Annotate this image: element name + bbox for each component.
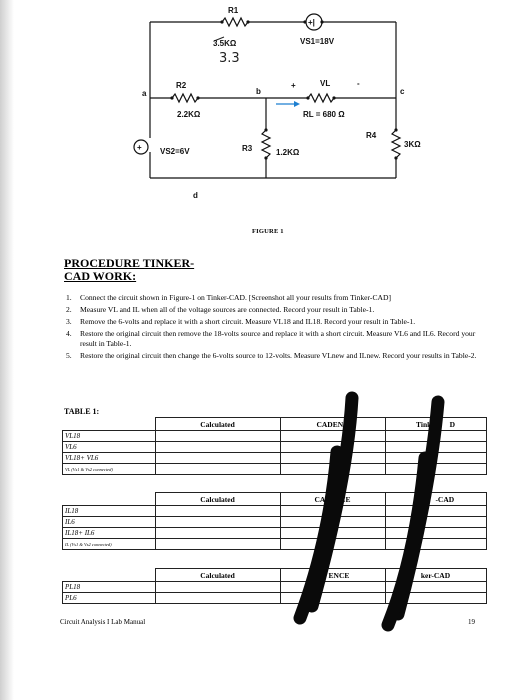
header-part: -CAD <box>435 494 455 504</box>
header-part: CAD <box>314 494 331 504</box>
step-number: 1. <box>66 293 72 302</box>
vs1-label: VS1=18V <box>300 37 335 46</box>
vs2-label: VS2=6V <box>160 147 190 156</box>
step-text: Remove the 6-volts and replace it with a short circuit. Measure VL18 and IL18. Record your result in Table-1. <box>80 317 416 326</box>
row-label: PL6 <box>63 593 156 604</box>
heading-line-2: CAD WORK: <box>64 269 137 283</box>
vs1-symbol: +| <box>308 18 315 27</box>
node-d-label: d <box>193 191 198 200</box>
r1-handwritten-value: 3.3 <box>219 51 240 66</box>
step-number: 2. <box>66 305 72 314</box>
header-part: Tinker- <box>416 419 441 429</box>
step-text: Measure VL and IL when all of the voltage sources are connected. Record your result in Table-1. <box>80 305 375 314</box>
heading-line-1: PROCEDURE TINKER- <box>64 256 195 270</box>
r3-label: R3 <box>242 144 253 153</box>
node-a-label: a <box>142 89 147 98</box>
vl-plus-label: + <box>291 81 296 90</box>
figure-caption: FIGURE 1 <box>252 228 284 235</box>
r1-label: R1 <box>228 6 239 15</box>
row-label: IL6 <box>63 517 156 528</box>
step-number: 3. <box>66 317 72 326</box>
header-part: C <box>315 570 322 580</box>
row-label: VL18 <box>63 431 156 442</box>
header-cadence: CADENC <box>280 418 385 431</box>
node-c-label: c <box>400 87 405 96</box>
step-text: Restore the original circuit then remove the 18-volts source and replace it with a short circuit. Measure VL6 and IL6. Record your result in Table-1. <box>80 329 476 348</box>
row-label: VL6 <box>63 442 156 453</box>
r3-value: 1.2KΩ <box>276 148 300 157</box>
row-label: VL (Vs1 & Vs2 connected) <box>63 464 156 475</box>
row-label: PL18 <box>63 582 156 593</box>
vl-minus-label: - <box>357 79 360 88</box>
footer-manual-title: Circuit Analysis I Lab Manual <box>60 618 146 626</box>
r4-value: 3KΩ <box>404 140 421 149</box>
r2-label: R2 <box>176 81 187 90</box>
rl-value: RL = 680 Ω <box>303 110 345 119</box>
header-calculated: Calculated <box>155 569 280 582</box>
step-number: 4. <box>66 329 72 338</box>
vs2-symbol: + <box>137 143 142 152</box>
step-number: 5. <box>66 351 72 360</box>
node-b-label: b <box>256 87 261 96</box>
header-part: ENCE <box>328 570 350 580</box>
step-text: Restore the original circuit then change the 6-volts source to 12-volts. Measure VLnew and ILnew. Record your results in Table-2. <box>80 351 477 360</box>
r2-value: 2.2KΩ <box>177 110 201 119</box>
row-label: IL18+ IL6 <box>63 528 156 539</box>
header-part: CE <box>340 494 351 504</box>
r4-label: R4 <box>366 131 377 140</box>
step-text: Connect the circuit shown in Figure-1 on Tinker-CAD. [Screenshot all your results from Tinker-CAD] <box>80 293 392 302</box>
footer-page-number: 19 <box>468 618 475 626</box>
row-label: VL18+ VL6 <box>63 453 156 464</box>
row-label: IL18 <box>63 506 156 517</box>
header-calculated: Calculated <box>155 418 280 431</box>
header-part: D <box>449 419 455 429</box>
r1-value: 3.5KΩ <box>213 39 237 48</box>
row-label: IL (Vs1 & Vs2 connected) <box>63 539 156 550</box>
header-part: Tin <box>416 494 428 504</box>
vl-label: VL <box>320 79 331 88</box>
table-label: TABLE 1: <box>64 407 100 416</box>
header-calculated: Calculated <box>155 493 280 506</box>
header-tinkercad: ker-CAD <box>385 569 486 582</box>
